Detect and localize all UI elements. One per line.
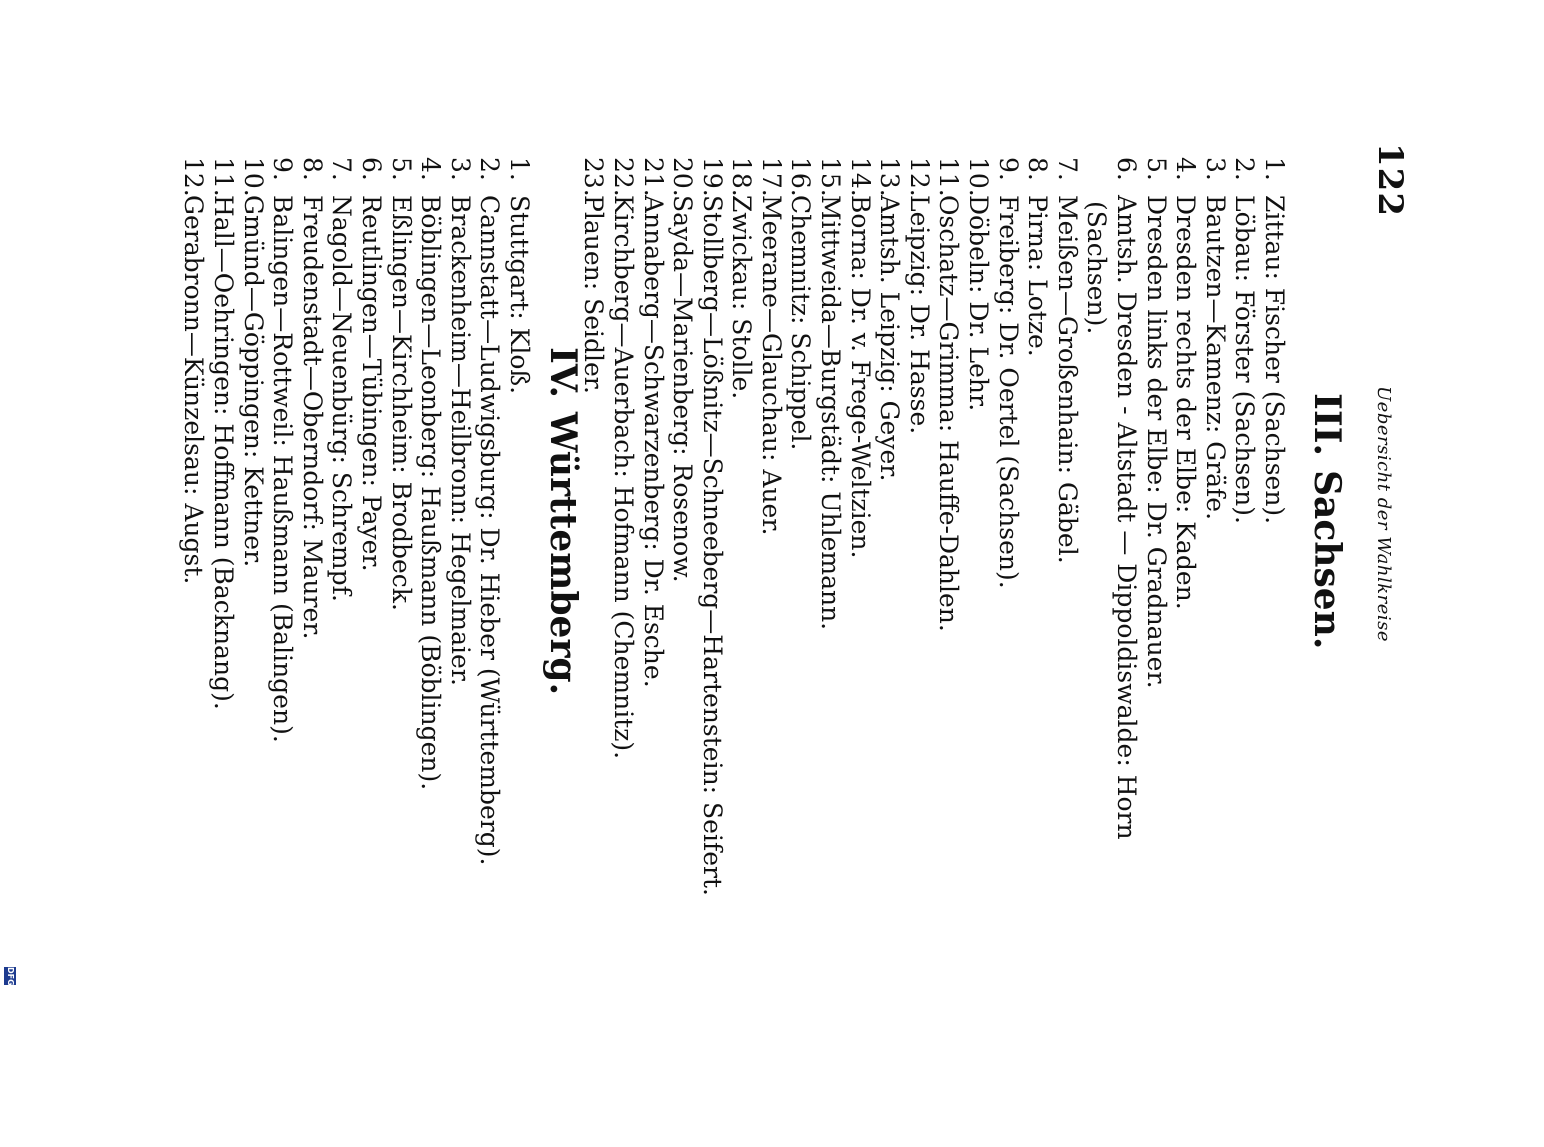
entry-text: Gerabronn—Künzelsau: Augst. — [179, 195, 209, 585]
entry-text: Chemnitz: Schippel. — [786, 195, 816, 451]
list-item — [1082, 157, 1141, 1147]
entry-number: 12. — [904, 157, 934, 197]
entry-number: 8. — [1023, 157, 1053, 181]
entry-number: 16. — [786, 157, 816, 197]
entry-number: 1. — [505, 157, 534, 181]
entry-text: Nagold—Neuenbürg: Schrempf. — [327, 195, 357, 602]
entry-text: Annaberg—Schwarzenberg: Dr. Esche. — [638, 195, 668, 688]
list-item — [963, 157, 993, 1147]
entry-text: Zittau: Fischer (Sachsen). — [1260, 195, 1289, 525]
entry-number: 13. — [875, 157, 905, 197]
list-item — [1052, 157, 1082, 1147]
entry-text: Mittweida—Burgstädt: Uhlemann. — [816, 195, 846, 631]
entry-text: Meißen—Großenhain: Gäbel. — [1052, 195, 1082, 564]
list-item — [756, 157, 786, 1147]
entry-text: Cannstatt—Ludwigsburg: Dr. Hieber (Württemberg). — [475, 195, 505, 866]
list-item — [608, 157, 638, 1147]
entry-number: 12. — [179, 157, 209, 197]
entry-number: 14. — [845, 157, 875, 197]
list-item — [208, 157, 238, 897]
section-heading-sachsen — [1306, 393, 1348, 649]
list-item — [356, 157, 386, 897]
page-number: 122 — [1370, 143, 1410, 217]
list-item — [1023, 157, 1053, 1147]
running-header: Uebersicht der Wahlkreise — [1373, 386, 1394, 643]
entry-text: Sayda—Marienberg: Rosenow. — [668, 195, 698, 583]
entry-text: Freiberg: Dr. Oertel (Sachsen). — [993, 195, 1023, 589]
list-item — [416, 157, 446, 897]
list-item — [845, 157, 875, 1147]
entry-number: 3. — [445, 157, 475, 181]
entry-text: Amtsh. Dresden - Altstadt — Dippoldiswalde: Horn — [1112, 195, 1142, 840]
entry-text: Zwickau: Stolle. — [727, 195, 757, 400]
entry-text: Leipzig: Dr. Hasse. — [904, 195, 934, 435]
entry-number: 6. — [1112, 157, 1142, 181]
entry-text: Hall—Oehringen: Hoffmann (Backnang). — [209, 195, 239, 710]
entry-number: 4. — [1171, 157, 1201, 181]
entry-continuation: (Sachsen). — [1082, 201, 1112, 335]
list-item — [1141, 157, 1171, 1147]
list-item — [668, 157, 698, 1147]
entry-text: Stollberg—Lößnitz—Schneeberg—Hartenstein: Seifert. — [697, 195, 727, 896]
list-item — [638, 157, 668, 1147]
entry-number: 11. — [934, 157, 964, 197]
list-item — [386, 157, 416, 897]
entry-number: 23. — [579, 157, 609, 197]
entry-number: 7. — [327, 157, 357, 181]
entry-text: Kirchberg—Auerbach: Hofmann (Chemnitz). — [608, 195, 638, 760]
entry-number: 2. — [475, 157, 505, 181]
entry-number: 1. — [1260, 157, 1289, 181]
section-title: Sachsen. — [1306, 470, 1348, 650]
list-item — [727, 157, 757, 1147]
entry-number: 22. — [608, 157, 638, 197]
entry-number: 6. — [357, 157, 387, 181]
list-item — [697, 157, 727, 1147]
entry-number: 7. — [1052, 157, 1082, 181]
entry-number: 5. — [1141, 157, 1171, 181]
entry-text: Amtsh. Leipzig: Geyer. — [875, 195, 905, 482]
list-item — [786, 157, 816, 1147]
entry-number: 17. — [756, 157, 786, 197]
entry-number: 11. — [209, 157, 239, 197]
list-item — [816, 157, 846, 1147]
entry-text: Böblingen—Leonberg: Haußmann (Böblingen). — [416, 195, 446, 791]
list-item — [1171, 157, 1201, 1147]
entry-number: 10. — [964, 157, 994, 197]
list-item — [445, 157, 475, 897]
section-number: III. — [1306, 393, 1348, 457]
entry-number: 9. — [268, 157, 298, 181]
list-item — [297, 157, 327, 897]
entry-number: 21. — [638, 157, 668, 197]
digitization-note — [0, 603, 6, 615]
entry-text: Oschatz—Grimma: Hauffe-Dahlen. — [934, 195, 964, 632]
entry-text: Pirna: Lotze. — [1023, 195, 1053, 357]
entry-number: 5. — [386, 157, 416, 181]
entry-number: 18. — [727, 157, 757, 197]
list-item — [327, 157, 357, 897]
entry-text: Stuttgart: Kloß. — [505, 195, 534, 395]
constituency-list-wuerttemberg — [179, 157, 534, 897]
entry-text: Freudenstadt—Oberndorf: Maurer. — [297, 195, 327, 640]
entry-text: Dresden links der Elbe: Dr. Gradnauer. — [1141, 195, 1171, 689]
section-title: Württemberg. — [542, 412, 584, 696]
entry-text: Löbau: Förster (Sachsen). — [1230, 195, 1260, 524]
list-item — [993, 157, 1023, 1147]
list-item — [875, 157, 905, 1147]
list-item — [934, 157, 964, 1147]
entry-number: 9. — [993, 157, 1023, 181]
entry-number: 3. — [1200, 157, 1230, 181]
entry-text: Brackenheim—Heilbronn: Hegelmaier. — [445, 195, 475, 686]
dfg-logo: DFG — [6, 967, 15, 986]
section-number: IV. — [542, 347, 584, 399]
entry-text: Reutlingen—Tübingen: Payer. — [357, 195, 387, 572]
list-item — [504, 157, 534, 897]
list-item — [238, 157, 268, 897]
entry-number: 4. — [416, 157, 446, 181]
entry-number: 19. — [697, 157, 727, 197]
entry-text: Balingen—Rottweil: Haußmann (Balingen). — [268, 195, 298, 743]
entry-text: Borna: Dr. v. Frege-Weltzien. — [845, 195, 875, 559]
list-item — [1230, 157, 1260, 1147]
entry-text: Plauen: Seidler. — [579, 195, 609, 394]
list-item — [904, 157, 934, 1147]
entry-number: 10. — [238, 157, 268, 197]
list-item — [179, 157, 209, 897]
entry-text: Dresden rechts der Elbe: Kaden. — [1171, 195, 1201, 610]
entry-text: Gmünd—Göppingen: Kettner. — [238, 195, 268, 568]
list-item — [1200, 157, 1230, 1147]
section-heading-wuerttemberg — [542, 347, 584, 695]
list-item — [268, 157, 298, 897]
entry-text: Meerane—Glauchau: Auer. — [756, 195, 786, 536]
entry-text: Döbeln: Dr. Lehr. — [964, 195, 994, 412]
list-item — [1259, 157, 1289, 1147]
entry-number: 2. — [1230, 157, 1260, 181]
entry-number: 20. — [668, 157, 698, 197]
entry-text: Eßlingen—Kirchheim: Brodbeck. — [386, 195, 416, 611]
list-item — [475, 157, 505, 897]
entry-text: Bautzen—Kamenz: Gräfe. — [1200, 195, 1230, 521]
entry-number: 15. — [816, 157, 846, 197]
constituency-list-sachsen — [579, 157, 1289, 1147]
entry-number: 8. — [297, 157, 327, 181]
